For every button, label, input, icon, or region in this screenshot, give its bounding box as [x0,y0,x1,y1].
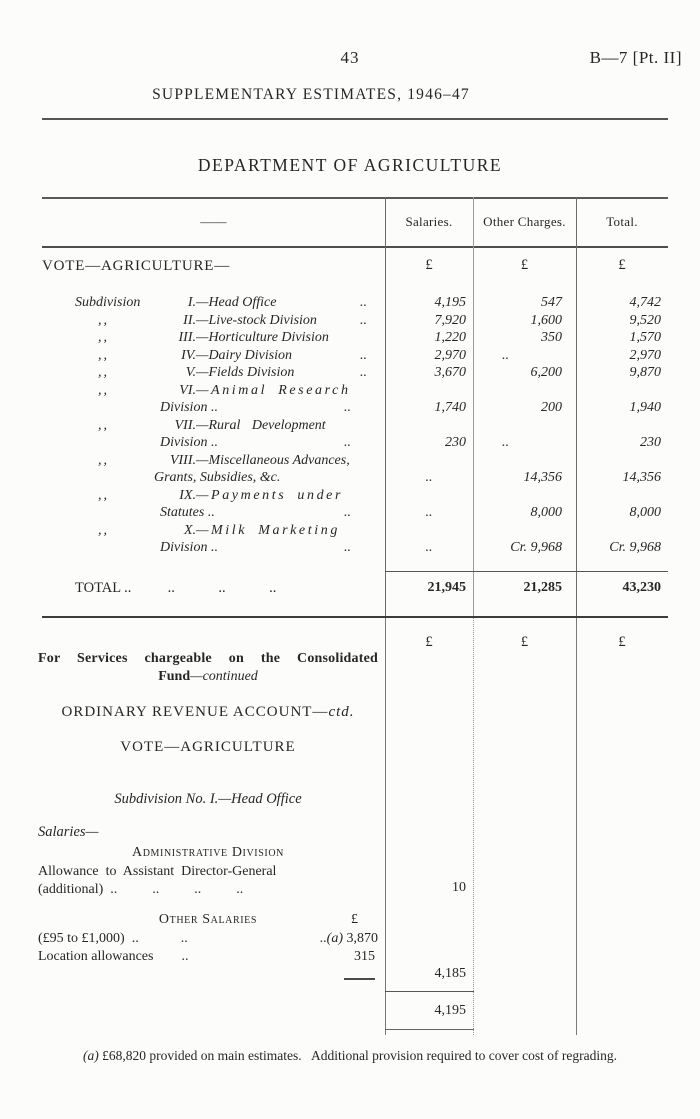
leader-dots: .. [360,347,367,363]
row-name: —Fields Division [196,365,295,380]
row-name: —Animal Research [196,382,351,398]
page-number: 43 [340,48,360,67]
department-title: DEPARTMENT OF AGRICULTURE [197,155,503,175]
currency-salaries: £ [425,257,433,273]
leader-dots: .. [319,931,327,946]
row-numeral: VII. [174,417,196,433]
row-name: —Milk Marketing [196,522,340,538]
value-total: Cr. 9,968 [609,540,661,555]
row-name: —Payments under [196,487,344,503]
chargeable-heading-continued [38,669,378,685]
table-row [42,294,668,312]
value-other: 547 [541,295,562,310]
value-total: 1,570 [629,330,661,345]
vote-heading: VOTE—AGRICULTURE— [42,258,231,274]
row-numeral: III. [178,330,196,345]
allowance-line-continued: (additional) .. .. .. .. [38,882,244,897]
column-header-total: Total. [606,213,638,229]
row-prefix: ,, [98,312,109,328]
column-header-blank: —— [200,213,227,229]
final-total-rule [385,1029,474,1030]
total-row [42,580,668,604]
subtotal-value: 4,185 [434,966,466,981]
footnote-text: £68,820 provided on main estimates. Additional provision required to cover cost of regrading. [98,1048,617,1063]
row-prefix: ,, [98,417,109,433]
sum-dash [344,978,375,980]
row-prefix: ,, [98,487,109,503]
leader-dots: .. [360,365,367,380]
total-other: 21,285 [523,580,562,595]
range-amount: 3,870 [343,931,378,946]
section-divider-rule [42,616,668,618]
row-name: —Dairy Division [196,347,293,363]
table-row [42,347,668,365]
footnote-marker: (a) [83,1048,99,1063]
other-salaries-heading [38,912,378,928]
row-line2: Division .. [160,540,218,555]
chargeable-fund: Fund [158,669,191,684]
doc-ref: B—7 [Pt. II] [589,48,682,67]
row-name: —Rural Development [196,417,326,433]
value-total: 9,870 [629,365,661,380]
value-salaries: 2,970 [434,347,466,363]
leader-dots: .. [360,312,367,328]
column-divider [473,618,474,1035]
leader-dots: .. [360,295,367,310]
row-prefix: ,, [98,382,109,398]
row-line2: Division .. [160,400,218,415]
table-row [42,487,668,522]
value-salaries: 3,670 [434,365,466,380]
row-prefix: ,, [98,365,109,380]
footnote-ref: (a) [326,931,343,946]
other-salaries-currency: £ [351,912,358,927]
table-row [42,312,668,330]
salaries-section-label: Salaries— [38,824,99,840]
value-total: 14,356 [622,470,661,485]
other-salaries-label: Other Salaries [158,912,258,927]
subtotal-rule [385,991,474,992]
column-divider [576,618,577,1035]
row-prefix: Subdivision [75,295,141,310]
value-salaries: .. [425,470,433,485]
administrative-division-heading: Administrative Division [132,845,284,860]
location-allowances-value: 315 [354,949,375,964]
footnote [0,1048,700,1064]
row-name: —Horticulture Division [196,330,329,345]
subdivision-heading: Subdivision No. I.—Head Office [114,791,302,807]
allowance-line: Allowance to Assistant Director-General [38,864,277,879]
value-salaries: 1,740 [434,400,466,415]
account-heading-text: ORDINARY REVENUE ACCOUNT— [61,704,329,720]
value-total: 8,000 [629,505,661,520]
row-prefix: ,, [98,347,109,363]
value-other: 6,200 [530,365,562,380]
leader-dots: .. [344,505,351,520]
value-other: 350 [541,330,562,345]
value-other: .. [502,347,509,363]
row-numeral: V. [185,365,196,380]
vote-heading-lower: VOTE—AGRICULTURE [120,739,296,755]
row-name: —Head Office [196,295,277,310]
salary-range-label: (£95 to £1,000) .. .. [38,931,188,946]
currency-other: £ [520,257,529,273]
final-total-value: 4,195 [434,1003,466,1018]
value-other: 1,600 [530,312,562,328]
row-line2: Statutes .. [160,505,215,520]
allowance-value: 10 [452,880,466,895]
chargeable-heading: For Services chargeable on the Consolidated [38,651,378,666]
value-salaries: .. [425,540,433,555]
row-numeral: IX. [179,487,196,503]
column-header-other-charges: Other Charges. [483,213,566,229]
table-header-rule [42,246,668,248]
row-numeral: I. [187,295,196,310]
row-numeral: VI. [179,382,196,398]
table-body [42,294,668,557]
title-divider [42,118,668,120]
value-salaries: 7,920 [434,312,466,328]
table-row [42,382,668,417]
row-prefix: ,, [98,452,109,468]
chargeable-continued: —continued [190,669,258,684]
salary-range-value [320,931,378,947]
currency-other: £ [520,634,529,650]
currency-total: £ [618,257,626,273]
row-numeral: VIII. [169,452,196,468]
total-label: TOTAL .. .. .. .. [75,580,277,596]
account-heading [38,704,378,721]
supplementary-title: SUPPLEMENTARY ESTIMATES, 1946–47 [152,86,470,103]
leader-dots: .. [344,435,351,450]
row-prefix: ,, [98,522,109,538]
row-name: —Miscellaneous Advances, [196,452,350,468]
value-other: 200 [541,400,562,415]
row-numeral: X. [183,522,196,538]
location-allowances-label: Location allowances .. [38,949,189,964]
value-total: 2,970 [629,347,661,363]
location-allowances-line [38,949,378,965]
value-other: .. [502,435,509,450]
row-line2: Grants, Subsidies, &c. [154,470,281,485]
value-total: 230 [640,435,661,450]
value-other: 14,356 [523,470,562,485]
value-total: 9,520 [629,312,661,328]
total-total: 43,230 [622,580,661,595]
salary-range-line [38,931,378,947]
column-header-salaries: Salaries. [405,213,453,229]
account-ctd: ctd. [328,704,355,720]
value-total: 1,940 [629,400,661,415]
table-row [42,452,668,487]
row-prefix: ,, [98,330,109,345]
leader-dots: .. [344,400,351,415]
value-total: 4,742 [629,295,661,310]
row-numeral: II. [183,312,196,328]
table-row [42,522,668,557]
total-salaries: 21,945 [427,580,466,595]
value-salaries: .. [425,505,433,520]
value-other: Cr. 9,968 [510,540,562,555]
value-salaries: 230 [445,435,466,450]
value-salaries: 1,220 [434,330,466,345]
leader-dots: .. [344,540,351,555]
table-row [42,364,668,382]
value-salaries: 4,195 [434,295,466,310]
table-row [42,417,668,452]
table-header [42,197,668,246]
row-line2: Division .. [160,435,218,450]
pre-total-rule [385,571,668,572]
currency-total: £ [618,634,626,650]
row-name: —Live-stock Division [196,312,317,328]
row-numeral: IV. [181,347,196,363]
value-other: 8,000 [530,505,562,520]
currency-salaries: £ [425,634,433,650]
table-row [42,329,668,347]
